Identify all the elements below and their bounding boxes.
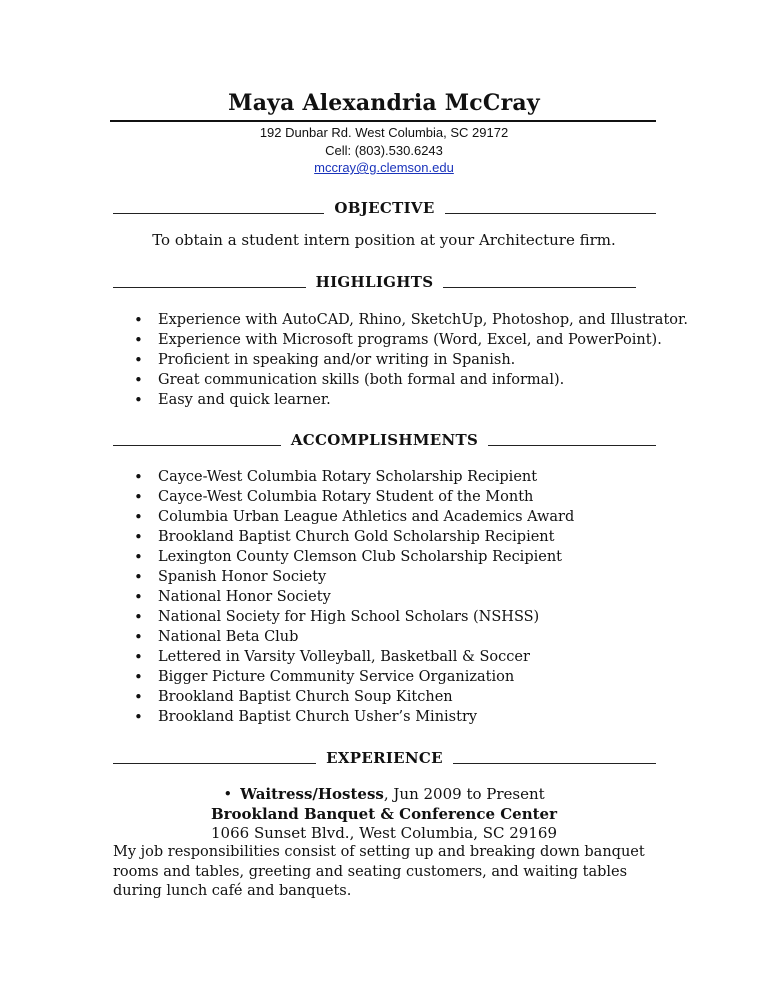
accomplishments-list bbox=[158, 467, 574, 727]
accomplishments-heading bbox=[113, 428, 656, 448]
list-item: • Experience with Microsoft programs (Word, Excel, and PowerPoint). bbox=[158, 330, 688, 350]
email-link[interactable]: mccray@g.clemson.edu bbox=[314, 160, 454, 175]
experience-heading bbox=[113, 746, 656, 766]
list-item: • Proficient in speaking and/or writing in Spanish. bbox=[158, 350, 688, 370]
list-item: • Bigger Picture Community Service Organization bbox=[158, 667, 574, 687]
objective-title: OBJECTIVE bbox=[334, 199, 435, 217]
list-item: • Brookland Baptist Church Soup Kitchen bbox=[158, 687, 574, 707]
highlights-list bbox=[158, 310, 688, 410]
list-item: • Cayce-West Columbia Rotary Scholarship Recipient bbox=[158, 467, 574, 487]
list-item: • National Beta Club bbox=[158, 627, 574, 647]
list-item: • Easy and quick learner. bbox=[158, 390, 688, 410]
list-item: • Experience with AutoCAD, Rhino, SketchUp, Photoshop, and Illustrator. bbox=[158, 310, 688, 330]
accomplishments-title: ACCOMPLISHMENTS bbox=[290, 431, 479, 449]
divider bbox=[445, 213, 656, 214]
divider bbox=[453, 763, 656, 764]
name-underline bbox=[110, 120, 656, 122]
list-item: • Lettered in Varsity Volleyball, Basketball & Soccer bbox=[158, 647, 574, 667]
list-item: • National Honor Society bbox=[158, 587, 574, 607]
list-item: • Columbia Urban League Athletics and Academics Award bbox=[158, 507, 574, 527]
divider bbox=[113, 763, 316, 764]
highlights-heading bbox=[113, 270, 636, 290]
job-dates: , Jun 2009 to Present bbox=[383, 785, 545, 803]
divider bbox=[113, 213, 324, 214]
divider bbox=[488, 445, 656, 446]
job-description: My job responsibilities consist of setting up and breaking down banquet rooms and tables, greeting and seating customers, and waiting tables during lunch café and banquets. bbox=[113, 844, 645, 899]
divider bbox=[113, 445, 281, 446]
objective-heading bbox=[113, 196, 656, 216]
highlights-title: HIGHLIGHTS bbox=[315, 273, 434, 291]
employer: Brookland Banquet & Conference Center bbox=[210, 805, 558, 823]
address: 192 Dunbar Rd. West Columbia, SC 29172 bbox=[259, 125, 509, 140]
list-item: • Lexington County Clemson Club Scholarship Recipient bbox=[158, 547, 574, 567]
list-item: • Brookland Baptist Church Gold Scholarship Recipient bbox=[158, 527, 574, 547]
experience-title: EXPERIENCE bbox=[326, 749, 443, 767]
cell-phone: Cell: (803).530.6243 bbox=[325, 143, 443, 158]
candidate-name: Maya Alexandria McCray bbox=[228, 90, 540, 116]
list-item: • Great communication skills (both formal and informal). bbox=[158, 370, 688, 390]
list-item: • Spanish Honor Society bbox=[158, 567, 574, 587]
employer-address: 1066 Sunset Blvd., West Columbia, SC 29169 bbox=[211, 824, 557, 842]
list-item: • Cayce-West Columbia Rotary Student of the Month bbox=[158, 487, 574, 507]
divider bbox=[113, 287, 306, 288]
job-title: Waitress/Hostess bbox=[240, 785, 384, 803]
objective-text: To obtain a student intern position at your Architecture firm. bbox=[152, 231, 616, 249]
job-title-line bbox=[0, 785, 768, 803]
divider bbox=[443, 287, 636, 288]
list-item: • National Society for High School Scholars (NSHSS) bbox=[158, 607, 574, 627]
list-item: • Brookland Baptist Church Usher’s Ministry bbox=[158, 707, 574, 727]
bullet-icon: • bbox=[223, 785, 233, 803]
